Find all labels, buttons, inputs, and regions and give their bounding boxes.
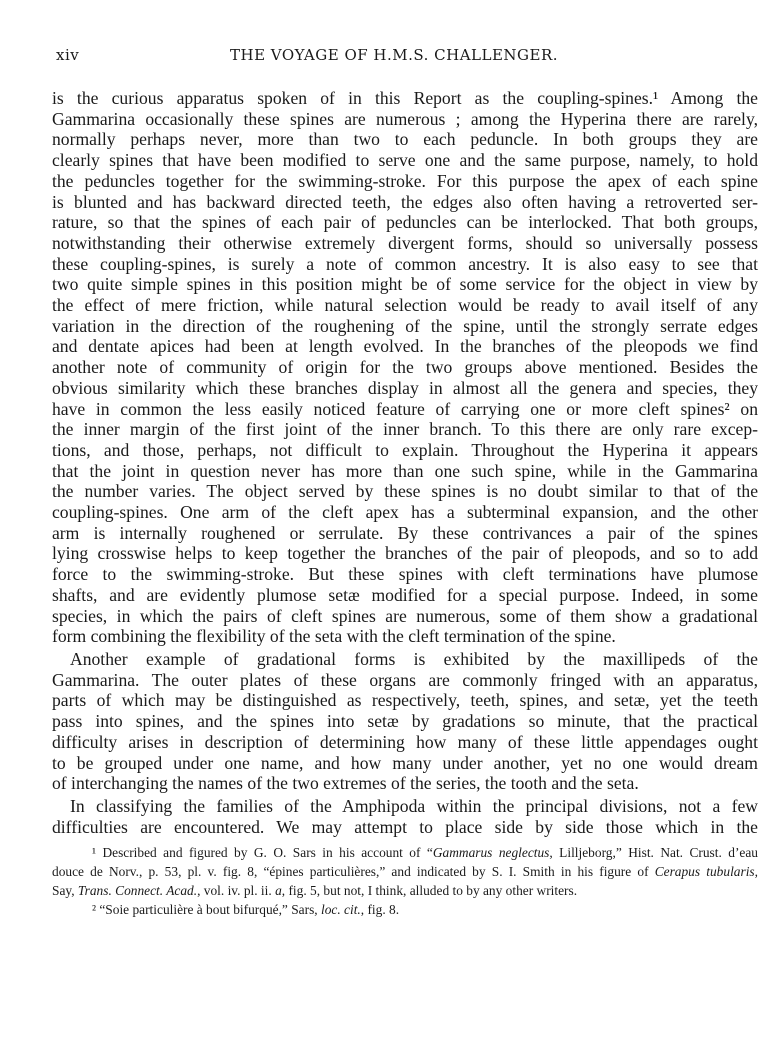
text-line: the number varies. The object served by these spines is no doubt similar to that of the bbox=[52, 481, 758, 502]
italic-text: loc. cit. bbox=[320, 902, 361, 918]
text-line: the inner margin of the first joint of the inner branch. To this there are only rare excep- bbox=[52, 419, 758, 440]
text-line: normally perhaps never, more than two to each peduncle. In both groups they are bbox=[52, 129, 758, 150]
page-number: xiv bbox=[56, 46, 80, 64]
footnote-text: , bbox=[754, 864, 758, 880]
footnote-text: douce de Norv., p. 53, pl. v. fig. 8, “épines particulières,” and indicated by S. I. Smith in his figure of bbox=[52, 864, 655, 880]
running-title: THE VOYAGE OF H.M.S. CHALLENGER. bbox=[230, 46, 559, 64]
text-line: variation in the direction of the roughening of the spine, until the strongly serrate edges bbox=[52, 315, 758, 336]
footnote-text: , Lilljeborg,” Hist. Nat. Crust. d’eau bbox=[549, 845, 758, 861]
text-line: tions, and those, perhaps, not difficult to explain. Throughout the Hyperina it appears bbox=[52, 439, 758, 460]
paragraph-2 bbox=[52, 649, 758, 794]
text-line: parts of which may be distinguished as respectively, teeth, spines, and setæ, yet the teeth bbox=[52, 690, 758, 711]
text-line: lying crosswise helps to keep together the branches of the pair of pleopods, and so to add bbox=[52, 543, 758, 564]
text-line: two quite simple spines in this position might be of some service for the object in view by bbox=[52, 274, 758, 295]
text-line: species, in which the pairs of cleft spines are numerous, some of them show a gradational bbox=[52, 605, 758, 626]
footnote-text: Say, bbox=[52, 883, 78, 899]
text-line: and dentate apices had been at length evolved. In the branches of the pleopods we find bbox=[52, 336, 758, 357]
text-line: clearly spines that have been modified to serve one and the same purpose, namely, to hold bbox=[52, 150, 758, 171]
text-line: coupling-spines. One arm of the cleft apex has a subterminal expansion, and the other bbox=[52, 502, 758, 523]
text-line: Gammarina. The outer plates of these organs are commonly fringed with an apparatus, bbox=[52, 669, 758, 690]
text-line: is blunted and has backward directed teeth, the edges also often having a retroverted ser- bbox=[52, 191, 758, 212]
text-line: another note of community of origin for the two groups above mentioned. Besides the bbox=[52, 357, 758, 378]
italic-text: Gammarus neglectus bbox=[432, 845, 550, 861]
italic-text: Cerapus tubularis bbox=[654, 864, 755, 880]
footnote-text: , fig. 8. bbox=[360, 902, 400, 918]
text-line: these coupling-spines, is surely a note of common ancestry. It is also easy to see that bbox=[52, 253, 758, 274]
footnote-text: ² “Soie particulière à bout bifurqué,” Sars, bbox=[92, 902, 321, 918]
footnote-text: , fig. 5, but not, I think, alluded to by any other writers. bbox=[281, 883, 578, 899]
footnote-line bbox=[52, 862, 758, 881]
text-line: the effect of mere friction, while natural selection would be ready to avail itself of any bbox=[52, 295, 758, 316]
italic-text: Trans. Connect. Acad. bbox=[77, 883, 198, 899]
text-line: is the curious apparatus spoken of in this Report as the coupling-spines.¹ Among the bbox=[52, 88, 758, 108]
text-line: to be grouped under one name, and how many under another, yet no one would dream bbox=[52, 752, 758, 773]
footnote-line bbox=[52, 881, 758, 900]
footnote-text: , vol. iv. pl. ii. bbox=[197, 883, 276, 899]
text-line: the peduncles together for the swimming-stroke. For this purpose the apex of each spine bbox=[52, 170, 758, 191]
text-line: Gammarina occasionally these spines are numerous ; among the Hyperina there are rarely, bbox=[52, 108, 758, 129]
text-line: force to the swimming-stroke. But these spines with cleft terminations have plumose bbox=[52, 564, 758, 585]
text-line: of interchanging the names of the two extremes of the series, the tooth and the seta. bbox=[52, 773, 639, 794]
text-line: In classifying the families of the Amphipoda within the principal divisions, not a few bbox=[70, 795, 758, 816]
text-line: form combining the flexibility of the seta with the cleft termination of the spine. bbox=[52, 626, 616, 647]
italic-text: a bbox=[275, 883, 282, 899]
footnote-line bbox=[52, 900, 758, 919]
text-line: notwithstanding their otherwise extremely divergent forms, should so universally possess bbox=[52, 232, 758, 253]
footnote-text: ¹ Described and figured by G. O. Sars in his account of “ bbox=[92, 845, 433, 861]
text-line: arm is internally roughened or serrulate. By these contrivances a pair of the spines bbox=[52, 522, 758, 543]
footnotes bbox=[52, 843, 758, 919]
text-line: obvious similarity which these branches display in almost all the genera and species, they bbox=[52, 377, 758, 398]
page-body bbox=[52, 88, 758, 919]
text-line: pass into spines, and the spines into setæ by gradations so minute, that the practical bbox=[52, 711, 758, 732]
paragraph-1 bbox=[52, 88, 758, 647]
text-line: difficulties are encountered. We may attempt to place side by side those which in the bbox=[52, 816, 758, 837]
text-line: have in common the less easily noticed feature of carrying one or more cleft spines² on bbox=[52, 398, 758, 419]
text-line: that the joint in question never has more than one such spine, while in the Gammarina bbox=[52, 460, 758, 481]
text-line: difficulty arises in description of determining how many of these little appendages ought bbox=[52, 731, 758, 752]
footnote-line bbox=[52, 843, 758, 862]
text-line: rature, so that the spines of each pair of peduncles can be interlocked. That both groups, bbox=[52, 212, 758, 233]
paragraph-3 bbox=[52, 796, 758, 837]
text-line: shafts, and are evidently plumose setæ modified for a special purpose. Indeed, in some bbox=[52, 584, 758, 605]
text-line: Another example of gradational forms is exhibited by the maxillipeds of the bbox=[70, 648, 758, 669]
